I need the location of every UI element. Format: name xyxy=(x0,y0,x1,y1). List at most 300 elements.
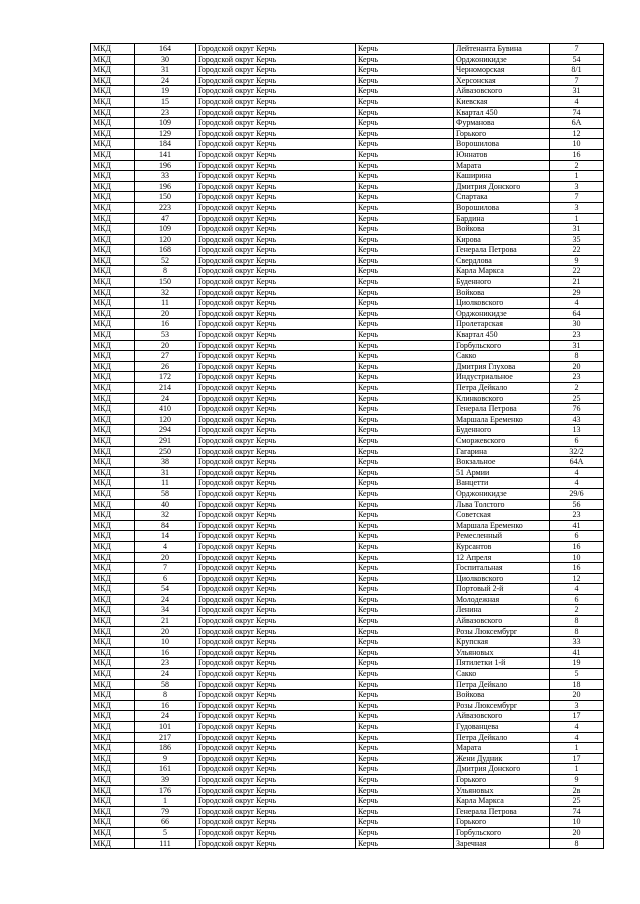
table-row xyxy=(91,319,604,330)
object-number-cell: 26 xyxy=(135,361,196,372)
table-row xyxy=(91,414,604,425)
house-number-cell: 1 xyxy=(550,213,604,224)
house-number-cell: 2 xyxy=(550,383,604,394)
city-cell: Керчь xyxy=(356,383,454,394)
city-cell: Керчь xyxy=(356,319,454,330)
table-row xyxy=(91,393,604,404)
street-cell: Карла Маркса xyxy=(454,266,550,277)
city-cell: Керчь xyxy=(356,457,454,468)
object-number-cell: 1 xyxy=(135,796,196,807)
house-number-cell: 3 xyxy=(550,700,604,711)
building-type-cell: МКД xyxy=(91,785,135,796)
table-row xyxy=(91,510,604,521)
street-cell: Дмитрия Донского xyxy=(454,764,550,775)
table-row xyxy=(91,467,604,478)
city-cell: Керчь xyxy=(356,86,454,97)
building-type-cell: МКД xyxy=(91,774,135,785)
street-cell: Гудованцева xyxy=(454,722,550,733)
building-type-cell: МКД xyxy=(91,838,135,849)
object-number-cell: 27 xyxy=(135,351,196,362)
municipality-cell: Городской округ Керчь xyxy=(196,287,356,298)
house-number-cell: 4 xyxy=(550,584,604,595)
municipality-cell: Городской округ Керчь xyxy=(196,743,356,754)
object-number-cell: 150 xyxy=(135,192,196,203)
city-cell: Керчь xyxy=(356,446,454,457)
building-type-cell: МКД xyxy=(91,213,135,224)
municipality-cell: Городской округ Керчь xyxy=(196,446,356,457)
house-number-cell: 9 xyxy=(550,255,604,266)
municipality-cell: Городской округ Керчь xyxy=(196,351,356,362)
city-cell: Керчь xyxy=(356,531,454,542)
municipality-cell: Городской округ Керчь xyxy=(196,160,356,171)
municipality-cell: Городской округ Керчь xyxy=(196,584,356,595)
city-cell: Керчь xyxy=(356,298,454,309)
city-cell: Керчь xyxy=(356,584,454,595)
street-cell: Горбульского xyxy=(454,340,550,351)
house-number-cell: 19 xyxy=(550,658,604,669)
city-cell: Керчь xyxy=(356,658,454,669)
house-number-cell: 4 xyxy=(550,722,604,733)
object-number-cell: 6 xyxy=(135,573,196,584)
object-number-cell: 23 xyxy=(135,107,196,118)
city-cell: Керчь xyxy=(356,774,454,785)
table-row xyxy=(91,679,604,690)
object-number-cell: 109 xyxy=(135,224,196,235)
object-number-cell: 84 xyxy=(135,520,196,531)
table-row xyxy=(91,330,604,341)
house-number-cell: 76 xyxy=(550,404,604,415)
municipality-cell: Городской округ Керчь xyxy=(196,520,356,531)
building-type-cell: МКД xyxy=(91,827,135,838)
street-cell: Ремесленный xyxy=(454,531,550,542)
street-cell: Ванцетти xyxy=(454,478,550,489)
municipality-cell: Городской округ Керчь xyxy=(196,54,356,65)
table-row xyxy=(91,827,604,838)
object-number-cell: 24 xyxy=(135,594,196,605)
municipality-cell: Городской округ Керчь xyxy=(196,404,356,415)
municipality-cell: Городской округ Керчь xyxy=(196,658,356,669)
table-row xyxy=(91,584,604,595)
building-type-cell: МКД xyxy=(91,732,135,743)
street-cell: Орджоникидзе xyxy=(454,308,550,319)
object-number-cell: 79 xyxy=(135,806,196,817)
street-cell: 12 Апреля xyxy=(454,552,550,563)
city-cell: Керчь xyxy=(356,690,454,701)
object-number-cell: 120 xyxy=(135,234,196,245)
object-number-cell: 129 xyxy=(135,128,196,139)
building-type-cell: МКД xyxy=(91,499,135,510)
street-cell: Ворошилова xyxy=(454,202,550,213)
object-number-cell: 184 xyxy=(135,139,196,150)
city-cell: Керчь xyxy=(356,669,454,680)
municipality-cell: Городской округ Керчь xyxy=(196,255,356,266)
object-number-cell: 120 xyxy=(135,414,196,425)
house-number-cell: 5 xyxy=(550,669,604,680)
building-type-cell: МКД xyxy=(91,96,135,107)
house-number-cell: 17 xyxy=(550,711,604,722)
street-cell: 51 Армии xyxy=(454,467,550,478)
house-number-cell: 33 xyxy=(550,637,604,648)
building-type-cell: МКД xyxy=(91,806,135,817)
building-type-cell: МКД xyxy=(91,616,135,627)
table-row xyxy=(91,425,604,436)
municipality-cell: Городской округ Керчь xyxy=(196,213,356,224)
table-row xyxy=(91,340,604,351)
building-type-cell: МКД xyxy=(91,457,135,468)
table-row xyxy=(91,563,604,574)
municipality-cell: Городской округ Керчь xyxy=(196,457,356,468)
house-number-cell: 31 xyxy=(550,86,604,97)
house-number-cell: 7 xyxy=(550,192,604,203)
object-number-cell: 16 xyxy=(135,647,196,658)
street-cell: Маршала Еременко xyxy=(454,414,550,425)
street-cell: Войкова xyxy=(454,224,550,235)
building-type-cell: МКД xyxy=(91,287,135,298)
city-cell: Керчь xyxy=(356,616,454,627)
table-row xyxy=(91,520,604,531)
municipality-cell: Городской округ Керчь xyxy=(196,65,356,76)
street-cell: Сакко xyxy=(454,351,550,362)
street-cell: Генерала Петрова xyxy=(454,245,550,256)
city-cell: Керчь xyxy=(356,785,454,796)
municipality-cell: Городской округ Керчь xyxy=(196,827,356,838)
street-cell: Циолковского xyxy=(454,573,550,584)
object-number-cell: 7 xyxy=(135,563,196,574)
house-number-cell: 7 xyxy=(550,75,604,86)
table-row xyxy=(91,234,604,245)
object-number-cell: 58 xyxy=(135,679,196,690)
object-number-cell: 16 xyxy=(135,700,196,711)
object-number-cell: 31 xyxy=(135,467,196,478)
city-cell: Керчь xyxy=(356,573,454,584)
object-number-cell: 66 xyxy=(135,817,196,828)
city-cell: Керчь xyxy=(356,753,454,764)
building-type-cell: МКД xyxy=(91,552,135,563)
city-cell: Керчь xyxy=(356,44,454,55)
house-number-cell: 74 xyxy=(550,107,604,118)
building-type-cell: МКД xyxy=(91,669,135,680)
table-row xyxy=(91,700,604,711)
city-cell: Керчь xyxy=(356,488,454,499)
building-type-cell: МКД xyxy=(91,637,135,648)
street-cell: Советская xyxy=(454,510,550,521)
house-number-cell: 17 xyxy=(550,753,604,764)
house-number-cell: 12 xyxy=(550,128,604,139)
city-cell: Керчь xyxy=(356,722,454,733)
street-cell: Гагарина xyxy=(454,446,550,457)
object-number-cell: 186 xyxy=(135,743,196,754)
object-number-cell: 176 xyxy=(135,785,196,796)
house-number-cell: 8 xyxy=(550,626,604,637)
table-row xyxy=(91,351,604,362)
municipality-cell: Городской округ Керчь xyxy=(196,838,356,849)
municipality-cell: Городской округ Керчь xyxy=(196,319,356,330)
city-cell: Керчь xyxy=(356,118,454,129)
building-type-cell: МКД xyxy=(91,626,135,637)
table-row xyxy=(91,541,604,552)
object-number-cell: 223 xyxy=(135,202,196,213)
house-number-cell: 8/1 xyxy=(550,65,604,76)
municipality-cell: Городской округ Керчь xyxy=(196,637,356,648)
object-number-cell: 410 xyxy=(135,404,196,415)
building-type-cell: МКД xyxy=(91,584,135,595)
object-number-cell: 33 xyxy=(135,171,196,182)
table-row xyxy=(91,287,604,298)
street-cell: Ленина xyxy=(454,605,550,616)
municipality-cell: Городской округ Керчь xyxy=(196,796,356,807)
street-cell: Каширина xyxy=(454,171,550,182)
municipality-cell: Городской округ Керчь xyxy=(196,107,356,118)
city-cell: Керчь xyxy=(356,404,454,415)
street-cell: Марата xyxy=(454,743,550,754)
table-row xyxy=(91,732,604,743)
house-number-cell: 23 xyxy=(550,510,604,521)
city-cell: Керчь xyxy=(356,520,454,531)
table-row xyxy=(91,478,604,489)
table-row xyxy=(91,616,604,627)
street-cell: Айвазовского xyxy=(454,616,550,627)
street-cell: Генерала Петрова xyxy=(454,404,550,415)
city-cell: Керчь xyxy=(356,605,454,616)
house-number-cell: 31 xyxy=(550,340,604,351)
municipality-cell: Городской округ Керчь xyxy=(196,118,356,129)
building-type-cell: МКД xyxy=(91,425,135,436)
street-cell: Ворошилова xyxy=(454,139,550,150)
city-cell: Керчь xyxy=(356,255,454,266)
object-number-cell: 24 xyxy=(135,711,196,722)
building-type-cell: МКД xyxy=(91,224,135,235)
house-number-cell: 31 xyxy=(550,224,604,235)
building-type-cell: МКД xyxy=(91,541,135,552)
municipality-cell: Городской округ Керчь xyxy=(196,732,356,743)
object-number-cell: 47 xyxy=(135,213,196,224)
table-row xyxy=(91,435,604,446)
building-type-cell: МКД xyxy=(91,181,135,192)
object-number-cell: 21 xyxy=(135,616,196,627)
street-cell: Ульяновых xyxy=(454,647,550,658)
table-row xyxy=(91,245,604,256)
city-cell: Керчь xyxy=(356,171,454,182)
building-type-cell: МКД xyxy=(91,75,135,86)
municipality-cell: Городской округ Керчь xyxy=(196,722,356,733)
municipality-cell: Городской округ Керчь xyxy=(196,192,356,203)
street-cell: Войкова xyxy=(454,287,550,298)
municipality-cell: Городской округ Керчь xyxy=(196,817,356,828)
object-number-cell: 109 xyxy=(135,118,196,129)
object-number-cell: 40 xyxy=(135,499,196,510)
table-row xyxy=(91,605,604,616)
house-number-cell: 23 xyxy=(550,372,604,383)
table-row xyxy=(91,149,604,160)
street-cell: Курсантов xyxy=(454,541,550,552)
table-row xyxy=(91,86,604,97)
street-cell: Петра Дейкало xyxy=(454,383,550,394)
city-cell: Керчь xyxy=(356,287,454,298)
building-type-cell: МКД xyxy=(91,372,135,383)
house-number-cell: 1 xyxy=(550,743,604,754)
table-row xyxy=(91,817,604,828)
city-cell: Керчь xyxy=(356,340,454,351)
object-number-cell: 31 xyxy=(135,65,196,76)
house-number-cell: 12 xyxy=(550,573,604,584)
object-number-cell: 196 xyxy=(135,160,196,171)
municipality-cell: Городской округ Керчь xyxy=(196,86,356,97)
house-number-cell: 41 xyxy=(550,647,604,658)
city-cell: Керчь xyxy=(356,806,454,817)
table-row xyxy=(91,594,604,605)
object-number-cell: 24 xyxy=(135,393,196,404)
street-cell: Черноморская xyxy=(454,65,550,76)
street-cell: Дмитрия Донского xyxy=(454,181,550,192)
house-number-cell: 32/2 xyxy=(550,446,604,457)
building-type-cell: МКД xyxy=(91,531,135,542)
street-cell: Марата xyxy=(454,160,550,171)
city-cell: Керчь xyxy=(356,817,454,828)
object-number-cell: 291 xyxy=(135,435,196,446)
municipality-cell: Городской округ Керчь xyxy=(196,181,356,192)
house-number-cell: 29 xyxy=(550,287,604,298)
building-type-cell: МКД xyxy=(91,277,135,288)
street-cell: Кирова xyxy=(454,234,550,245)
building-type-cell: МКД xyxy=(91,308,135,319)
municipality-cell: Городской округ Керчь xyxy=(196,478,356,489)
municipality-cell: Городской округ Керчь xyxy=(196,499,356,510)
municipality-cell: Городской округ Керчь xyxy=(196,806,356,817)
city-cell: Керчь xyxy=(356,181,454,192)
object-number-cell: 250 xyxy=(135,446,196,457)
house-number-cell: 6 xyxy=(550,594,604,605)
house-number-cell: 10 xyxy=(550,817,604,828)
object-number-cell: 52 xyxy=(135,255,196,266)
municipality-cell: Городской округ Керчь xyxy=(196,96,356,107)
municipality-cell: Городской округ Керчь xyxy=(196,711,356,722)
object-number-cell: 58 xyxy=(135,488,196,499)
street-cell: Портовый 2-й xyxy=(454,584,550,595)
street-cell: Карла Маркса xyxy=(454,796,550,807)
building-type-cell: МКД xyxy=(91,171,135,182)
city-cell: Керчь xyxy=(356,552,454,563)
municipality-cell: Городской округ Керчь xyxy=(196,552,356,563)
municipality-cell: Городской округ Керчь xyxy=(196,435,356,446)
city-cell: Керчь xyxy=(356,626,454,637)
house-number-cell: 30 xyxy=(550,319,604,330)
table-row xyxy=(91,202,604,213)
city-cell: Керчь xyxy=(356,277,454,288)
table-row xyxy=(91,764,604,775)
city-cell: Керчь xyxy=(356,149,454,160)
street-cell: Розы Люксембург xyxy=(454,700,550,711)
city-cell: Керчь xyxy=(356,54,454,65)
building-type-cell: МКД xyxy=(91,266,135,277)
municipality-cell: Городской округ Керчь xyxy=(196,774,356,785)
house-number-cell: 1 xyxy=(550,764,604,775)
table-row xyxy=(91,753,604,764)
object-number-cell: 20 xyxy=(135,626,196,637)
house-number-cell: 18 xyxy=(550,679,604,690)
city-cell: Керчь xyxy=(356,764,454,775)
object-number-cell: 14 xyxy=(135,531,196,542)
table-row xyxy=(91,255,604,266)
table-row xyxy=(91,96,604,107)
street-cell: Юннатов xyxy=(454,149,550,160)
municipality-cell: Городской округ Керчь xyxy=(196,171,356,182)
object-number-cell: 20 xyxy=(135,340,196,351)
municipality-cell: Городской округ Керчь xyxy=(196,298,356,309)
city-cell: Керчь xyxy=(356,107,454,118)
object-number-cell: 54 xyxy=(135,584,196,595)
table-row xyxy=(91,277,604,288)
table-row xyxy=(91,298,604,309)
house-number-cell: 23 xyxy=(550,330,604,341)
city-cell: Керчь xyxy=(356,224,454,235)
house-number-cell: 3 xyxy=(550,202,604,213)
building-type-cell: МКД xyxy=(91,510,135,521)
municipality-cell: Городской округ Керчь xyxy=(196,414,356,425)
street-cell: Киевская xyxy=(454,96,550,107)
municipality-cell: Городской округ Керчь xyxy=(196,573,356,584)
municipality-cell: Городской округ Керчь xyxy=(196,488,356,499)
house-number-cell: 20 xyxy=(550,361,604,372)
city-cell: Керчь xyxy=(356,478,454,489)
building-type-cell: МКД xyxy=(91,393,135,404)
building-type-cell: МКД xyxy=(91,467,135,478)
house-number-cell: 8 xyxy=(550,838,604,849)
street-cell: Горбульского xyxy=(454,827,550,838)
city-cell: Керчь xyxy=(356,128,454,139)
municipality-cell: Городской округ Керчь xyxy=(196,361,356,372)
street-cell: Буденного xyxy=(454,425,550,436)
building-type-cell: МКД xyxy=(91,86,135,97)
building-type-cell: МКД xyxy=(91,234,135,245)
city-cell: Керчь xyxy=(356,414,454,425)
table-row xyxy=(91,488,604,499)
table-row xyxy=(91,806,604,817)
municipality-cell: Городской округ Керчь xyxy=(196,340,356,351)
building-type-cell: МКД xyxy=(91,255,135,266)
table-row xyxy=(91,361,604,372)
object-number-cell: 23 xyxy=(135,658,196,669)
building-type-cell: МКД xyxy=(91,160,135,171)
street-cell: Горького xyxy=(454,774,550,785)
street-cell: Орджоникидзе xyxy=(454,54,550,65)
house-number-cell: 2 xyxy=(550,605,604,616)
city-cell: Керчь xyxy=(356,700,454,711)
object-number-cell: 32 xyxy=(135,510,196,521)
house-number-cell: 35 xyxy=(550,234,604,245)
house-number-cell: 16 xyxy=(550,541,604,552)
municipality-cell: Городской округ Керчь xyxy=(196,467,356,478)
street-cell: Сморжевского xyxy=(454,435,550,446)
street-cell: Буденного xyxy=(454,277,550,288)
object-number-cell: 10 xyxy=(135,637,196,648)
city-cell: Керчь xyxy=(356,308,454,319)
object-number-cell: 217 xyxy=(135,732,196,743)
object-number-cell: 9 xyxy=(135,753,196,764)
house-number-cell: 22 xyxy=(550,245,604,256)
building-type-cell: МКД xyxy=(91,796,135,807)
city-cell: Керчь xyxy=(356,827,454,838)
object-number-cell: 11 xyxy=(135,478,196,489)
table-row xyxy=(91,774,604,785)
building-type-cell: МКД xyxy=(91,478,135,489)
house-number-cell: 1 xyxy=(550,171,604,182)
object-number-cell: 164 xyxy=(135,44,196,55)
building-type-cell: МКД xyxy=(91,743,135,754)
building-type-cell: МКД xyxy=(91,647,135,658)
city-cell: Керчь xyxy=(356,75,454,86)
object-number-cell: 101 xyxy=(135,722,196,733)
city-cell: Керчь xyxy=(356,647,454,658)
